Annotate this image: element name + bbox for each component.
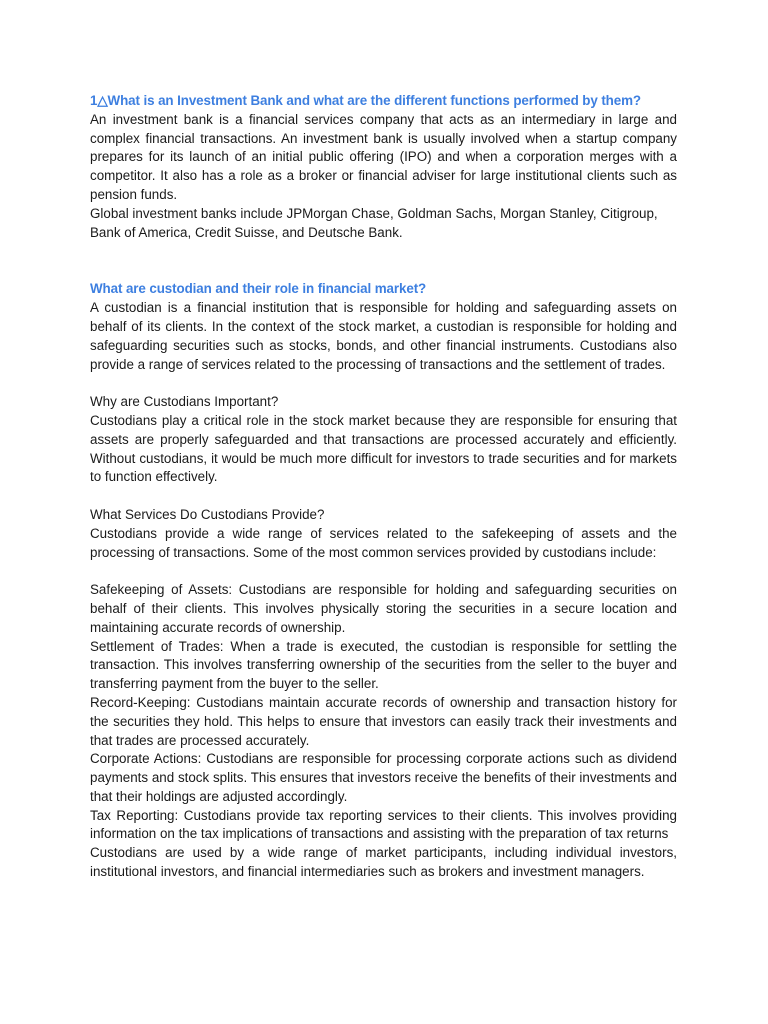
subheading-why-custodians-important: Why are Custodians Important?	[90, 394, 279, 410]
paragraph-global-investment-banks: Global investment banks include JPMorgan Chase, Goldman Sachs, Morgan Stanley, Citigroup, Bank of America, Credit Suisse, and Deutsche Bank.	[90, 205, 658, 240]
service-item-corporate-actions: Corporate Actions: Custodians are responsible for processing corporate actions such as dividend payments and stock splits. This ensures that investors receive the benefits of their investments and that their holdings are adjusted accordingly.	[90, 751, 677, 804]
service-item-settlement: Settlement of Trades: When a trade is executed, the custodian is responsible for settling the transaction. This involves transferring ownership of the securities from the seller to the buyer and transferring payment from the buyer to the seller.	[90, 638, 677, 692]
paragraph-custodian-definition: A custodian is a financial institution that is responsible for holding and safeguarding assets on behalf of its clients. In the context of the stock market, a custodian is responsible for holding and safeguarding securities such as stocks, bonds, and other financial instruments. Custodians also provide a range of services related to the processing of transactions and the settlement of trades.	[90, 300, 677, 372]
paragraph-custodian-services-intro: Custodians provide a wide range of services related to the safekeeping of assets and the processing of transactions. Some of the most common services provided by custodians include:	[90, 525, 677, 560]
paragraph-why-custodians-important: Custodians play a critical role in the stock market because they are responsible for ensuring that assets are properly safeguarded and that transactions are processed accurately and efficiently. Without custodians, it would be much more difficult for investors to trade securities and for markets to function effectively.	[90, 412, 677, 485]
spacer	[90, 487, 677, 506]
paragraph-custodian-users: Custodians are used by a wide range of market participants, including individual investors, institutional investors, and financial intermediaries such as brokers and investment managers.	[90, 845, 677, 880]
section-heading-custodian: What are custodian and their role in financial market?	[90, 281, 427, 297]
service-item-record-keeping: Record-Keeping: Custodians maintain accurate records of ownership and transaction history for the securities they hold. This helps to ensure that investors can easily track their investments and that trades are processed accurately.	[90, 694, 677, 748]
service-item-tax-reporting: Tax Reporting: Custodians provide tax reporting services to their clients. This involves providing information on the tax implications of transactions and assisting with the preparation of tax returns	[90, 807, 677, 842]
spacer	[90, 242, 677, 280]
section-heading-investment-bank: 1△What is an Investment Bank and what are the different functions performed by them?	[90, 93, 641, 108]
spacer	[90, 562, 677, 581]
subheading-custodian-services: What Services Do Custodians Provide?	[90, 506, 325, 522]
document-page	[90, 92, 677, 882]
paragraph-investment-bank-definition: An investment bank is a financial services company that acts as an intermediary in large and complex financial transactions. An investment bank is usually involved when a startup company prepares for its launch of an initial public offering (IPO) and when a corporation merges with a competitor. It also has a role as a broker or financial adviser for large institutional clients such as pension funds.	[90, 111, 677, 202]
service-item-safekeeping: Safekeeping of Assets: Custodians are responsible for holding and safeguarding securities on behalf of their clients. This involves physically storing the securities in a secure location and maintaining accurate records of ownership.	[90, 582, 677, 635]
spacer	[90, 374, 677, 393]
